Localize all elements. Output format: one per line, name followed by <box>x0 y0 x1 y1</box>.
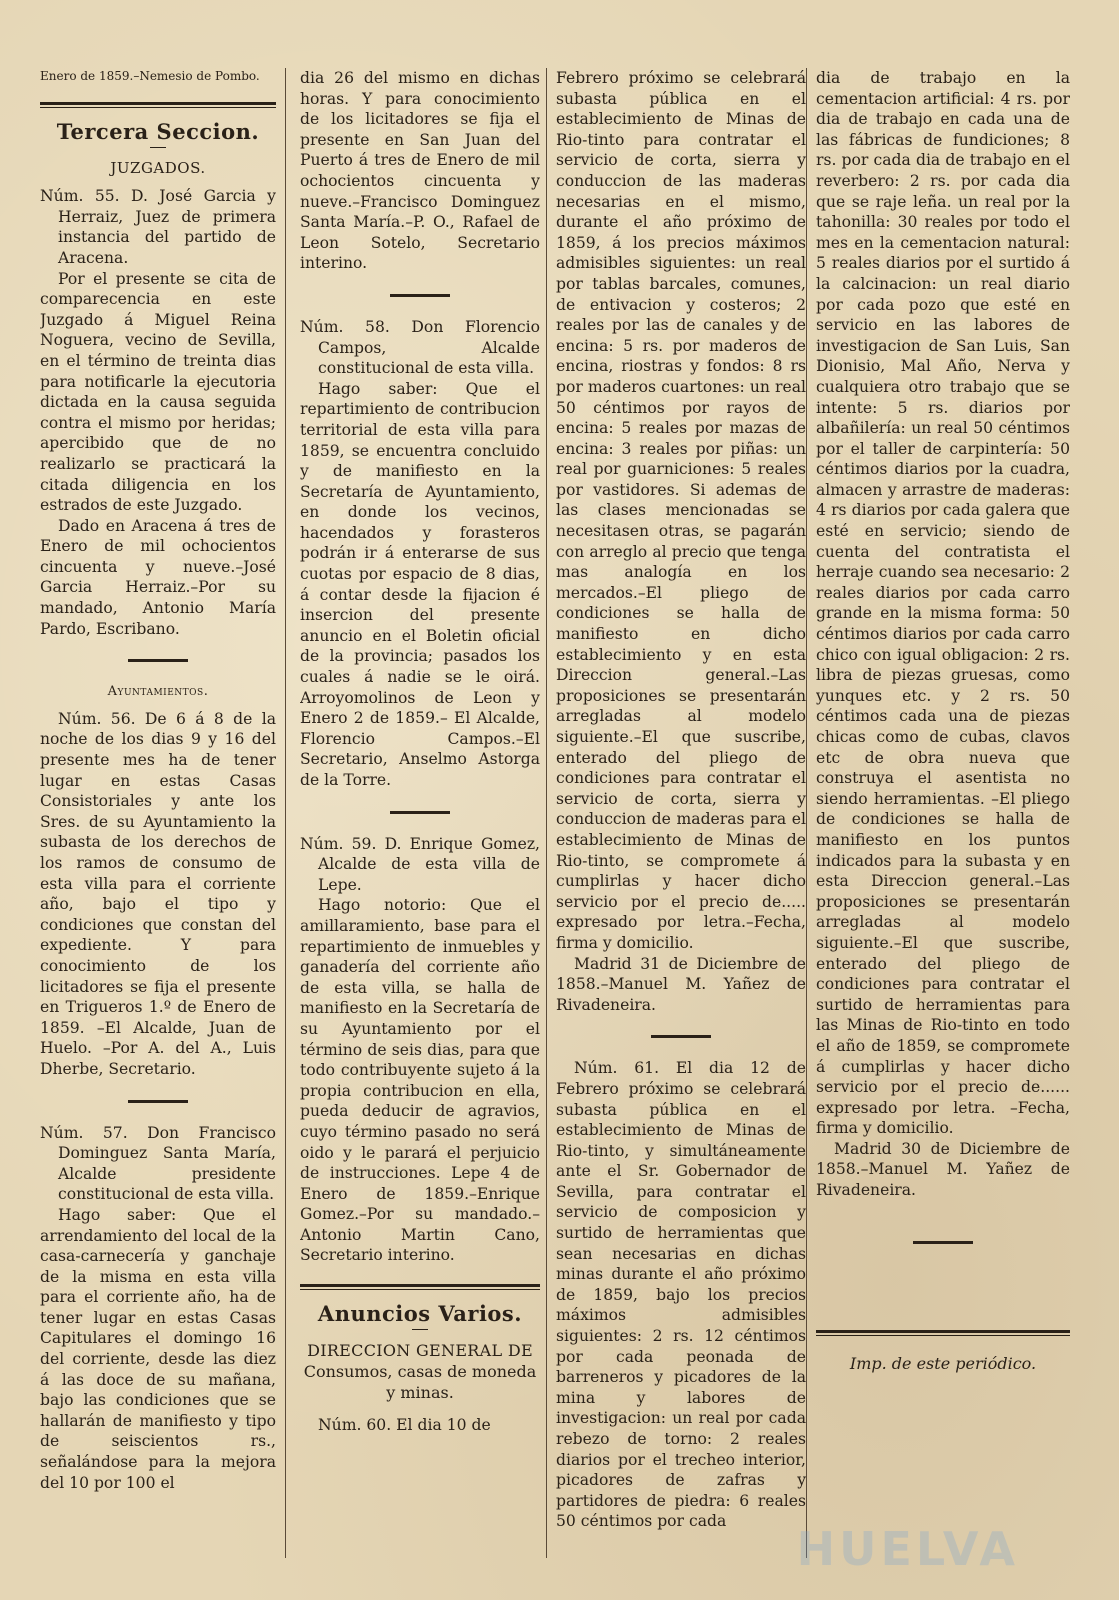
divider <box>390 811 450 814</box>
notice-60-start: Núm. 60. El dia 10 de <box>318 1415 491 1434</box>
notice-60-body: Febrero próximo se celebrará subasta pública en el establecimiento de Minas de Rio-tinto para contratar el servicio de corta, sierra y conduccion de las maderas necesarias en el mismo, durante el año próximo de 1859, á los precios máximos admisibles siguientes: un real por tablas barcales, comunes, de entivacion y costeros; 2 reales por las de canales y de encina: 5 rs. por maderos de encina, riostras y fondos: 8 rs por maderos cuartones: un real 50 céntimos por rayos de encina: 5 reales por mazas de encina: 3 reales por piñas: un real por guarniciones: 5 reales por vastidores. Si ademas de las clases mencionadas se necesitasen otras, se pagarán con arreglo al precio que tenga mas analogía en los mercados.–El pliego de condiciones se halla de manifiesto en dicho establecimiento y en esta Direccion general.–Las proposiciones se presentarán arregladas al modelo siguiente.–El que suscribe, enterado del pliego de condiciones para contratar el servicio de corta, sierra y conduccion de maderas para el establecimiento de Minas de Rio-tinto, se compromete á cumplirlas y hacer dicho servicio por el precio de..... expresado por letra.–Fecha, firma y domicilio. <box>556 69 806 952</box>
rule <box>412 1329 428 1330</box>
notice-57-cont: dia 26 del mismo en dichas horas. Y para conocimiento de los licitadores se fija el presente en San Juan del Puerto á tres de Enero de mil ochocientos cincuenta y nueve.–Francisco Dominguez Santa María.–P. O., Rafael de Leon Sotelo, Secretario interino. <box>300 69 540 273</box>
notice-60-close: Madrid 31 de Diciembre de 1858.–Manuel M. Yañez de Rivadeneira. <box>556 954 806 1014</box>
date-line: Enero de 1859.–Nemesio de Pombo. <box>40 69 260 83</box>
notice-58-body: Hago saber: Que el repartimiento de contribucion territorial de esta villa para 1859, se encuentra concluido y de manifiesto en la Secretaría de Ayuntamiento, en donde los vecinos, hacendados y forasteros podrán ir á enterarse de sus cuotas por espacio de 8 dias, á contar desde la fijacion é insercion del presente anuncio en el Boletin oficial de la provincia; pasados los cuales á nadie se le oirá. Arroyomolinos de Leon y Enero 2 de 1859.– El Alcalde, Florencio Campos.–El Secretario, Anselmo Astorga de la Torre. <box>300 379 540 789</box>
column-rule <box>806 68 807 1558</box>
double-rule <box>40 102 276 108</box>
divider <box>913 1241 973 1244</box>
notice-61-close: Madrid 30 de Diciembre de 1858.–Manuel M. Yañez de Rivadeneira. <box>816 1139 1070 1200</box>
direccion-line-2: Consumos, casas de moneda y minas. <box>303 1361 537 1402</box>
column-3 <box>556 68 806 1568</box>
section-title-anuncios: Anuncios Varios. <box>317 1301 523 1327</box>
notice-58-head: Núm. 58. Don Florencio Campos, Alcalde constitucional de esta villa. <box>300 317 540 378</box>
column-1 <box>40 68 276 1568</box>
notice-61-body: Núm. 61. El dia 12 de Febrero próximo se celebrará subasta pública en el establecimiento de Minas de Rio-tinto, y simultáneamente ante el Sr. Gobernador de Sevilla, para contratar el servicio de composicion y surtido de herramientas que sean necesarias en dichas minas durante el año próximo de 1859, bajo los precios máximos admisibles siguientes: 2 rs. 12 céntimos por cada peonada de barreneros y picadores de la mina y labores de investigacion: un real por cada rebezo de torno: 2 reales diarios por el trecheo interior, picadores de zafras y partidores de piedra: 6 reales 50 céntimos por cada <box>556 1059 806 1531</box>
notice-55-body: Por el presente se cita de comparecencia en este Juzgado á Miguel Reina Noguera, vecino de Sevilla, en el término de treinta dias para notificarle la ejecutoria dictada en la causa seguida contra el mismo por heridas; apercibido que de no realizarlo se practicará la citada diligencia en los estrados de este Juzgado. <box>40 269 276 515</box>
column-2 <box>300 68 540 1568</box>
notice-61-cont: dia de trabajo en la cementacion artificial: 4 rs. por dia de trabajo en cada una de las fábricas de fundiciones; 8 rs. por cada dia de trabajo en el reverbero: 2 rs. por cada dia que se raje leña. un real por la tahonilla: 30 reales por todo el mes en la cementacion natural: 5 reales diarios por el surtido á la calcinacion: un real diario por cada pozo que esté en servicio en las labores de investigacion de San Luis, San Dionisio, Mal Año, Nerva y cualquiera otro trabajo que se intente: 5 rs. diarios por albañilería: un real 50 céntimos por el taller de carpintería: 50 céntimos diarios por la cuadra, almacen y arrastre de maderas: 4 rs diarios por cada galera que esté en servicio; siendo de cuenta del contratista el herraje cuando sea necesario: 2 reales diarios por cada carro grande en la misma forma: 50 céntimos diarios por cada carro chico con igual obligacion: 2 rs. libra de piezas gruesas, como yunques etc. y 2 rs. 50 céntimos cada una de piezas chicas como de cubas, clavos etc de obra nueva que construya el asentista no siendo herramientas. –El pliego de condiciones se halla de manifiesto en los puntos indicados para la subasta y en esta Direccion general.–Las proposiciones se presentarán arregladas al modelo siguiente.–El que suscribe, enterado del pliego de condiciones para contratar el surtido de herramientas para las Minas de Rio-tinto en todo el año de 1859, se compromete á cumplirlas y hacer dicho servicio por el precio de...... expresado por letra. –Fecha, firma y domicilio. <box>816 69 1070 1138</box>
double-rule <box>816 1330 1070 1336</box>
section-juzgados: JUZGADOS. <box>110 158 206 177</box>
notice-59-head: Núm. 59. D. Enrique Gomez, Alcalde de esta villa de Lepe. <box>300 834 540 894</box>
notice-55-head: Núm. 55. D. José Garcia y Herraiz, Juez de primera instancia del partido de Aracena. <box>40 187 276 267</box>
section-ayuntamientos: Ayuntamientos. <box>107 684 209 700</box>
divider <box>128 659 188 662</box>
direccion-line-1: DIRECCION GENERAL DE <box>307 1340 533 1360</box>
double-rule <box>300 1284 540 1290</box>
divider <box>390 294 450 297</box>
section-title-tercera: Tercera Seccion. <box>56 119 260 144</box>
notice-55-close: Dado en Aracena á tres de Enero de mil ochocientos cincuenta y nueve.–José Garcia Herraiz.–Por su mandado, Antonio María Pardo, Escribano. <box>40 516 276 638</box>
watermark-logo: HUELVA <box>796 1522 1019 1576</box>
rule <box>150 147 166 148</box>
column-rule <box>546 68 547 1558</box>
divider <box>651 1035 711 1038</box>
notice-57-body: Hago saber: Que el arrendamiento del local de la casa-carnecería y ganchaje de la misma en esta villa para el corriente año, ha de tener lugar en estas Casas Capitulares el domingo 16 del corriente, desde las diez á las doce de su mañana, bajo las condiciones que se hallarán de manifiesto y tipo de seiscientos rs., señalándose para la mejora del 10 por 100 el <box>40 1205 276 1492</box>
direccion-heading <box>300 1340 540 1403</box>
notice-57-head: Núm. 57. Don Francisco Dominguez Santa María, Alcalde presidente constitucional de esta villa. <box>40 1123 276 1204</box>
notice-59-body: Hago notorio: Que el amillaramiento, base para el repartimiento de inmuebles y ganadería del corriente año de esta villa, se halla de manifiesto en la Secretaría de su Ayuntamiento por el término de seis dias, para que todo contribuyente sujeto á la propia contribucion en ella, pueda deducir de agravios, cuyo término pasado no será oido y le parará el perjuicio de instrucciones. Lepe 4 de Enero de 1859.–Enrique Gomez.–Por su mandado.–Antonio Martin Cano, Secretario interino. <box>300 896 540 1265</box>
printer-imprint: Imp. de este periódico. <box>849 1353 1037 1373</box>
column-rule <box>285 68 286 1558</box>
divider <box>128 1100 188 1103</box>
notice-56-body: Núm. 56. De 6 á 8 de la noche de los dias 9 y 16 del presente mes ha de tener lugar en estas Casas Consistoriales y ante los Sres. de su Ayuntamiento la subasta de los derechos de los ramos de consumo de esta villa para el corriente año, bajo el tipo y condiciones que constan del expediente. Y para conocimiento de los licitadores se fija el presente en Trigueros 1.º de Enero de 1859. –El Alcalde, Juan de Huelo. –Por A. del A., Luis Dherbe, Secretario. <box>40 709 276 1078</box>
column-4 <box>816 68 1070 1568</box>
